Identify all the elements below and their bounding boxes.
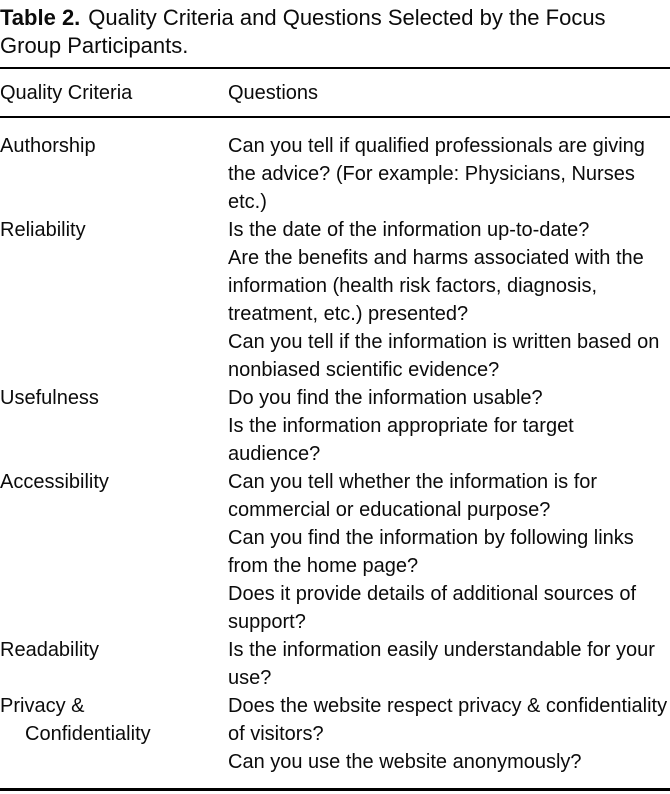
criteria-cell: Authorship [0,135,96,157]
table-row-readability [0,636,670,692]
table-caption-label: Table 2. [0,5,81,30]
criteria-cell: Privacy & Confidentiality [0,695,151,745]
question: Is the information easily understandable for your use? [228,639,655,689]
question: Can you find the information by following links from the home page? [228,527,634,577]
question: Does it provide details of additional sources of support? [228,583,637,633]
question: Can you tell whether the information is for commercial or educational purpose? [228,471,598,521]
table-row-privacy-confidentiality [0,692,670,776]
table-body [0,118,670,776]
criteria-cell: Accessibility [0,471,109,493]
table-row-usefulness [0,384,670,468]
table-caption-text: Quality Criteria and Questions Selected by the Focus Group Participants. [0,5,606,58]
questions-cell [228,636,670,692]
questions-cell [228,692,670,776]
question: Are the benefits and harms associated with the information (health risk factors, diagnosis, treatment, etc.) presented? [228,247,644,325]
question: Can you tell if qualified professionals are giving the advice? (For example: Physicians, Nurses etc.) [228,135,645,213]
questions-cell [228,384,670,468]
question: Is the information appropriate for target audience? [228,415,574,465]
questions-cell [228,216,670,384]
criteria-cell: Reliability [0,219,86,241]
questions-cell [228,132,670,216]
table-row-reliability [0,216,670,384]
table-caption [0,4,642,60]
table-bottom-rule [0,788,670,791]
table-header-row [0,69,670,116]
criteria-cell: Usefulness [0,387,99,409]
question: Can you use the website anonymously? [228,751,582,773]
header-quality-criteria: Quality Criteria [0,82,133,104]
question: Can you tell if the information is written based on nonbiased scientific evidence? [228,331,660,381]
table-row-authorship [0,132,670,216]
criteria-cell: Readability [0,639,99,661]
question: Do you find the information usable? [228,387,543,409]
questions-cell [228,468,670,636]
table-row-accessibility [0,468,670,636]
header-questions: Questions [228,82,319,104]
question: Does the website respect privacy & confidentiality of visitors? [228,695,668,745]
question: Is the date of the information up-to-date? [228,219,590,241]
